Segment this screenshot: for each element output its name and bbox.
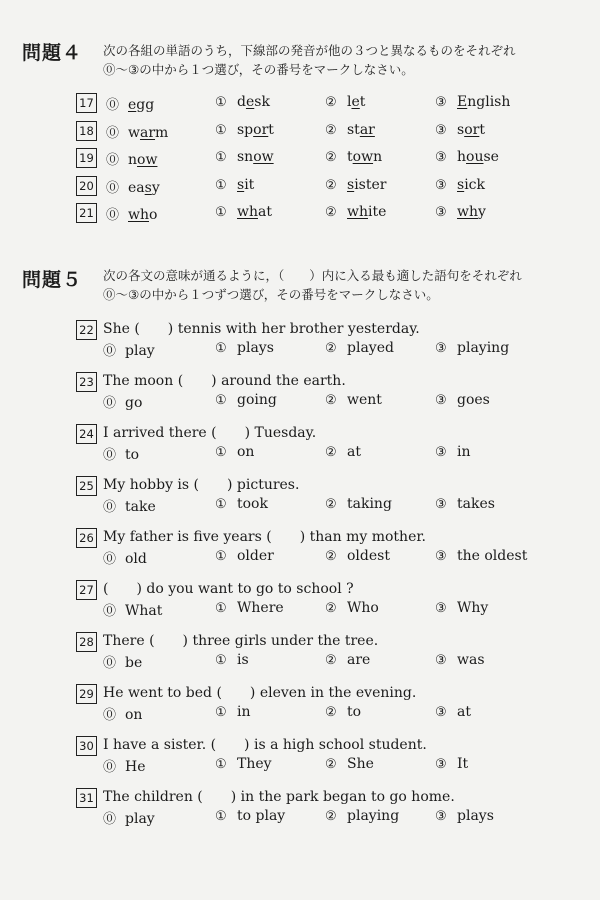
item-number-box: 20 <box>76 176 97 196</box>
word-part: l <box>347 94 352 110</box>
option-marker: ① <box>215 549 227 564</box>
answer-option[interactable] <box>103 392 142 411</box>
underlined-part: s <box>347 177 355 193</box>
option-text: It <box>457 756 469 772</box>
item-number-box: 19 <box>76 148 97 168</box>
option-text: plays <box>457 808 494 824</box>
answer-option[interactable] <box>215 548 274 564</box>
word-part: gg <box>136 97 155 113</box>
answer-option[interactable] <box>435 340 509 356</box>
underlined-part: e <box>351 94 360 110</box>
answer-option[interactable] <box>103 600 162 619</box>
question-number-box: 27 <box>76 580 97 600</box>
option-marker: ② <box>325 549 337 564</box>
answer-option[interactable] <box>215 496 268 512</box>
answer-option[interactable] <box>325 177 386 193</box>
underlined-part: wh <box>347 204 368 220</box>
option-text: is <box>237 652 249 668</box>
option-marker: ③ <box>435 601 447 616</box>
option-text: She <box>347 756 374 772</box>
choice-row <box>76 704 596 724</box>
option-marker: ⓪ <box>103 448 117 463</box>
option-marker: ② <box>325 150 337 165</box>
word-part: h <box>457 149 467 165</box>
option-text: was <box>457 652 485 668</box>
option-marker: ⓪ <box>103 760 117 775</box>
option-marker: ② <box>325 601 337 616</box>
question-number-box: 26 <box>76 528 97 548</box>
answer-option[interactable] <box>325 652 370 668</box>
option-marker: ② <box>325 757 337 772</box>
question-stem: My father is five years ( ) than my mother. <box>103 529 426 545</box>
option-text: Where <box>237 600 284 616</box>
option-marker: ① <box>215 178 227 193</box>
question-stem: There ( ) three girls under the tree. <box>103 633 379 649</box>
choice-row <box>76 756 596 776</box>
option-text: old <box>125 551 147 567</box>
answer-option[interactable] <box>106 177 160 196</box>
word-part: it <box>244 177 255 193</box>
underlined-part: wh <box>457 204 478 220</box>
answer-option[interactable] <box>435 94 510 110</box>
word-part: t <box>479 122 485 138</box>
answer-option[interactable] <box>215 704 251 720</box>
option-marker: ③ <box>435 497 447 512</box>
problem4-heading: 問題４ <box>22 42 83 64</box>
option-text: on <box>125 707 143 723</box>
problem5-heading: 問題５ <box>22 269 83 291</box>
question <box>76 424 596 466</box>
option-marker: ③ <box>435 445 447 460</box>
option-marker: ⓪ <box>103 500 117 515</box>
option-marker: ① <box>215 601 227 616</box>
question <box>76 528 596 570</box>
option-marker: ② <box>325 497 337 512</box>
option-marker: ⓪ <box>103 656 117 671</box>
answer-option[interactable] <box>103 548 147 567</box>
option-text: takes <box>457 496 495 512</box>
underlined-part: s <box>237 177 245 193</box>
option-text: playing <box>457 340 510 356</box>
answer-option[interactable] <box>215 204 272 220</box>
word-part: y <box>151 180 160 196</box>
option-text: in <box>237 704 251 720</box>
answer-option[interactable] <box>325 548 390 564</box>
answer-option[interactable] <box>325 392 382 408</box>
answer-option[interactable] <box>215 94 270 110</box>
option-marker: ⓪ <box>103 344 117 359</box>
answer-option[interactable] <box>215 600 284 616</box>
answer-option[interactable] <box>325 600 379 616</box>
underlined-part: ou <box>466 149 484 165</box>
choice-row <box>76 652 596 672</box>
answer-option[interactable] <box>215 756 272 772</box>
option-marker: ① <box>215 653 227 668</box>
word-part: d <box>237 94 246 110</box>
word-part: st <box>347 122 360 138</box>
option-marker: ③ <box>435 757 447 772</box>
option-text: are <box>347 652 371 668</box>
option-marker: ② <box>325 653 337 668</box>
option-marker: ① <box>215 705 227 720</box>
option-text: on <box>237 444 255 460</box>
word-part: t <box>268 122 274 138</box>
underlined-part: e <box>245 94 255 110</box>
question <box>76 320 596 362</box>
word-part: se <box>483 149 499 165</box>
option-marker: ① <box>215 497 227 512</box>
answer-option[interactable] <box>106 122 168 141</box>
option-marker: ① <box>215 445 227 460</box>
option-marker: ⓪ <box>103 604 117 619</box>
word-part: w <box>128 125 140 141</box>
word-part: n <box>373 149 383 165</box>
answer-option[interactable] <box>325 94 365 110</box>
option-marker: ② <box>325 445 337 460</box>
underlined-part: or <box>253 122 269 138</box>
underlined-part: E <box>457 94 468 110</box>
option-marker: ③ <box>435 178 447 193</box>
option-marker: ⓪ <box>103 552 117 567</box>
answer-option[interactable] <box>103 444 139 463</box>
instruction-line: ⓪〜③の中から１つ選び，その番号をマークしなさい。 <box>103 62 414 77</box>
option-text: What <box>125 603 163 619</box>
underlined-part: wh <box>237 204 258 220</box>
answer-option[interactable] <box>215 177 254 193</box>
question <box>76 736 596 778</box>
answer-option[interactable] <box>435 392 490 408</box>
answer-option[interactable] <box>106 149 157 168</box>
underlined-part: s <box>144 180 152 196</box>
question <box>76 580 596 622</box>
option-marker: ① <box>215 341 227 356</box>
answer-option[interactable] <box>103 808 155 827</box>
question-stem: The children ( ) in the park began to go home. <box>103 789 455 805</box>
answer-option[interactable] <box>103 704 142 723</box>
answer-option[interactable] <box>215 808 285 824</box>
answer-option[interactable] <box>215 444 254 460</box>
option-text: plays <box>237 340 274 356</box>
problem5-instructions <box>103 266 583 304</box>
answer-option[interactable] <box>435 704 471 720</box>
answer-option[interactable] <box>325 122 375 138</box>
item-number-box: 18 <box>76 121 97 141</box>
option-marker: ③ <box>435 393 447 408</box>
option-marker: ③ <box>435 205 447 220</box>
option-text: play <box>125 811 155 827</box>
word-set-row <box>76 203 596 223</box>
option-marker: ① <box>215 393 227 408</box>
answer-option[interactable] <box>435 548 527 564</box>
word-set-row <box>76 148 596 168</box>
option-marker: ① <box>215 205 227 220</box>
word-set-row <box>76 93 596 113</box>
question <box>76 684 596 726</box>
option-text: to <box>347 704 362 720</box>
choice-row <box>76 392 596 412</box>
option-text: took <box>237 496 268 512</box>
option-marker: ⓪ <box>106 126 120 141</box>
answer-option[interactable] <box>325 496 392 512</box>
word-part: t <box>359 94 366 110</box>
option-text: oldest <box>347 548 390 564</box>
option-text: older <box>237 548 274 564</box>
option-marker: ⓪ <box>103 396 117 411</box>
question-number-box: 28 <box>76 632 97 652</box>
answer-option[interactable] <box>325 756 374 772</box>
problem4-instructions <box>103 41 583 79</box>
question-stem: I have a sister. ( ) is a high school student. <box>103 737 427 753</box>
word-set-row <box>76 121 596 141</box>
choice-row <box>76 600 596 620</box>
option-text: at <box>457 704 471 720</box>
question-number-box: 22 <box>76 320 97 340</box>
answer-option[interactable] <box>215 340 274 356</box>
answer-option[interactable] <box>106 94 154 113</box>
choice-row <box>76 340 596 360</box>
answer-option[interactable] <box>215 652 249 668</box>
option-marker: ① <box>215 150 227 165</box>
question <box>76 476 596 518</box>
word-part: m <box>155 125 169 141</box>
answer-option[interactable] <box>325 340 394 356</box>
option-marker: ⓪ <box>106 181 120 196</box>
option-text: playing <box>347 808 400 824</box>
question-stem: I arrived there ( ) Tuesday. <box>103 425 317 441</box>
underlined-part: ow <box>253 149 274 165</box>
choice-row <box>76 444 596 464</box>
option-marker: ② <box>325 205 337 220</box>
option-text: be <box>125 655 143 671</box>
option-text: went <box>347 392 382 408</box>
option-marker: ⓪ <box>106 153 120 168</box>
choice-row <box>76 808 596 828</box>
option-text: goes <box>457 392 490 408</box>
answer-option[interactable] <box>103 756 146 775</box>
underlined-part: ow <box>137 152 158 168</box>
option-text: to play <box>237 808 286 824</box>
option-marker: ③ <box>435 549 447 564</box>
answer-option[interactable] <box>325 149 382 165</box>
underlined-part: or <box>464 122 480 138</box>
underlined-part: ow <box>352 149 374 165</box>
answer-option[interactable] <box>103 340 155 359</box>
option-text: Who <box>347 600 379 616</box>
option-marker: ③ <box>435 653 447 668</box>
option-marker: ③ <box>435 809 447 824</box>
answer-option[interactable] <box>435 652 485 668</box>
question <box>76 632 596 674</box>
answer-option[interactable] <box>103 652 142 671</box>
option-marker: ⓪ <box>103 708 117 723</box>
option-marker: ② <box>325 123 337 138</box>
option-marker: ③ <box>435 705 447 720</box>
option-text: played <box>347 340 394 356</box>
answer-option[interactable] <box>325 704 361 720</box>
option-marker: ⓪ <box>106 208 120 223</box>
option-marker: ② <box>325 705 337 720</box>
word-part: o <box>149 207 158 223</box>
answer-option[interactable] <box>215 392 277 408</box>
answer-option[interactable] <box>435 444 471 460</box>
underlined-part: wh <box>128 207 149 223</box>
option-marker: ① <box>215 809 227 824</box>
option-marker: ① <box>215 757 227 772</box>
answer-option[interactable] <box>435 808 494 824</box>
option-marker: ② <box>325 95 337 110</box>
answer-option[interactable] <box>215 122 274 138</box>
question-stem: My hobby is ( ) pictures. <box>103 477 300 493</box>
instruction-line: 次の各組の単語のうち，下線部の発音が他の３つと異なるものをそれぞれ <box>103 43 516 58</box>
answer-option[interactable] <box>435 496 495 512</box>
word-part: t <box>347 149 353 165</box>
item-number-box: 17 <box>76 93 97 113</box>
word-part: s <box>457 122 465 138</box>
answer-option[interactable] <box>435 756 468 772</box>
option-text: at <box>347 444 361 460</box>
word-set-row <box>76 176 596 196</box>
option-text: take <box>125 499 156 515</box>
answer-option[interactable] <box>103 496 156 515</box>
question-number-box: 24 <box>76 424 97 444</box>
question-number-box: 29 <box>76 684 97 704</box>
word-part: nglish <box>467 94 511 110</box>
option-text: He <box>125 759 146 775</box>
question-number-box: 31 <box>76 788 97 808</box>
option-marker: ② <box>325 178 337 193</box>
question <box>76 372 596 414</box>
answer-option[interactable] <box>435 149 499 165</box>
option-marker: ⓪ <box>106 98 120 113</box>
item-number-box: 21 <box>76 203 97 223</box>
option-marker: ① <box>215 95 227 110</box>
option-text: in <box>457 444 471 460</box>
option-marker: ⓪ <box>103 812 117 827</box>
word-part: ick <box>464 177 485 193</box>
answer-option[interactable] <box>435 122 485 138</box>
answer-option[interactable] <box>106 204 157 223</box>
choice-row <box>76 496 596 516</box>
option-marker: ③ <box>435 341 447 356</box>
question-stem: She ( ) tennis with her brother yesterday. <box>103 321 420 337</box>
underlined-part: ar <box>359 122 375 138</box>
option-marker: ② <box>325 393 337 408</box>
instruction-line: ⓪〜③の中から１つずつ選び，その番号をマークしなさい。 <box>103 287 439 302</box>
option-text: the oldest <box>457 548 528 564</box>
question-number-box: 23 <box>76 372 97 392</box>
option-text: Why <box>457 600 489 616</box>
word-part: n <box>128 152 138 168</box>
option-text: taking <box>347 496 392 512</box>
option-marker: ② <box>325 341 337 356</box>
question-number-box: 25 <box>76 476 97 496</box>
word-part: ister <box>354 177 387 193</box>
word-part: sk <box>254 94 270 110</box>
answer-option[interactable] <box>325 444 361 460</box>
question-number-box: 30 <box>76 736 97 756</box>
question <box>76 788 596 830</box>
question-stem: ( ) do you want to go to school ? <box>103 581 354 597</box>
option-text: They <box>237 756 272 772</box>
underlined-part: e <box>128 97 137 113</box>
answer-option[interactable] <box>325 808 399 824</box>
option-text: going <box>237 392 277 408</box>
word-part: ite <box>368 204 387 220</box>
option-text: play <box>125 343 155 359</box>
word-part: sn <box>237 149 254 165</box>
answer-option[interactable] <box>435 204 486 220</box>
option-marker: ② <box>325 809 337 824</box>
question-stem: He went to bed ( ) eleven in the evening. <box>103 685 417 701</box>
underlined-part: ar <box>139 125 156 141</box>
choice-row <box>76 548 596 568</box>
option-text: go <box>125 395 143 411</box>
option-marker: ③ <box>435 150 447 165</box>
option-marker: ③ <box>435 95 447 110</box>
word-part: at <box>258 204 272 220</box>
option-marker: ① <box>215 123 227 138</box>
answer-option[interactable] <box>325 204 386 220</box>
word-part: y <box>478 204 486 220</box>
option-text: to <box>125 447 140 463</box>
word-part: sp <box>237 122 254 138</box>
answer-option[interactable] <box>435 600 488 616</box>
answer-option[interactable] <box>435 177 485 193</box>
question-stem: The moon ( ) around the earth. <box>103 373 346 389</box>
option-marker: ③ <box>435 123 447 138</box>
answer-option[interactable] <box>215 149 274 165</box>
word-part: ea <box>128 180 145 196</box>
underlined-part: s <box>457 177 465 193</box>
instruction-line: 次の各文の意味が通るように，（ ）内に入る最も適した語句をそれぞれ <box>103 268 522 283</box>
